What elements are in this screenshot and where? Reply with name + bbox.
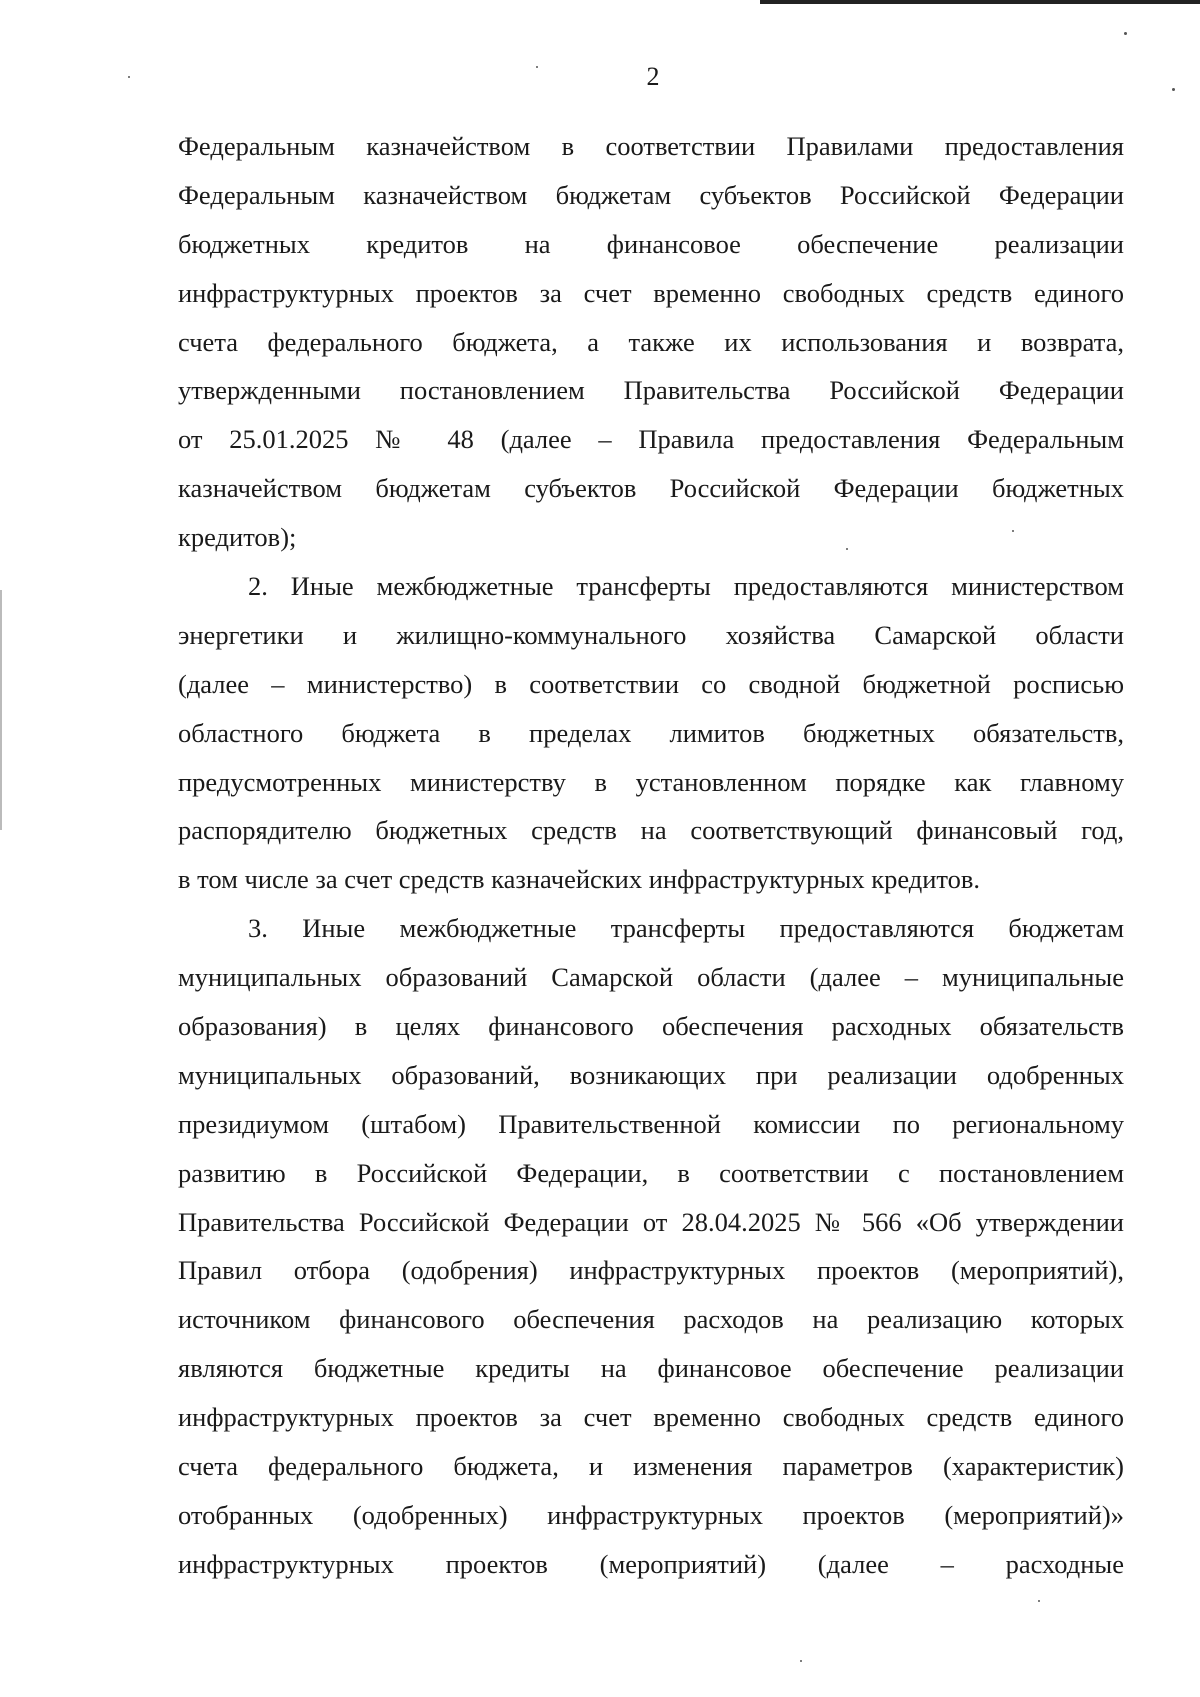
text-line: Федеральным казначейством бюджетам субъектов Российской Федерации: [178, 179, 1124, 210]
text-line: 2. Иные межбюджетные трансферты предоставляются министерством: [248, 571, 1124, 602]
page-number: 2: [646, 62, 660, 91]
scan-speck: [536, 66, 538, 68]
text-line: распорядителю бюджетных средств на соответствующий финансовый год,: [178, 815, 1124, 846]
text-line: муниципальных образований Самарской области (далее – муниципальные: [178, 962, 1124, 993]
text-line: президиумом (штабом) Правительственной комиссии по региональному: [178, 1108, 1124, 1139]
text-line: источником финансового обеспечения расходов на реализацию которых: [178, 1304, 1124, 1335]
scan-left-edge: [0, 590, 2, 830]
text-line: от 25.01.2025 № 48 (далее – Правила предоставления Федеральным: [178, 424, 1124, 455]
text-line: инфраструктурных проектов за счет временно свободных средств единого: [178, 277, 1124, 308]
text-line: утвержденными постановлением Правительства Российской Федерации: [178, 375, 1124, 406]
text-line: предусмотренных министерству в установленном порядке как главному: [178, 766, 1124, 797]
text-line: областного бюджета в пределах лимитов бюджетных обязательств,: [178, 717, 1124, 748]
scan-speck: [846, 548, 848, 550]
text-line: энергетики и жилищно-коммунального хозяйства Самарской области: [178, 619, 1124, 650]
text-line: (далее – министерство) в соответствии со сводной бюджетной росписью: [178, 668, 1124, 699]
text-line: Правительства Российской Федерации от 28.04.2025 № 566 «Об утверждении: [178, 1206, 1124, 1237]
scan-speck: [1124, 32, 1127, 35]
text-line: являются бюджетные кредиты на финансовое обеспечение реализации: [178, 1353, 1124, 1384]
scan-speck: [1012, 530, 1014, 532]
text-line: развитию в Российской Федерации, в соответствии с постановлением: [178, 1157, 1124, 1188]
scan-speck: [800, 1660, 802, 1662]
text-line: казначейством бюджетам субъектов Российской Федерации бюджетных: [178, 473, 1124, 504]
scan-speck: [1038, 1600, 1040, 1602]
text-line: бюджетных кредитов на финансовое обеспечение реализации: [178, 228, 1124, 259]
text-line: 3. Иные межбюджетные трансферты предоставляются бюджетам: [248, 913, 1124, 944]
text-line: в том числе за счет средств казначейских инфраструктурных кредитов.: [178, 864, 981, 895]
scan-speck: [1172, 88, 1175, 91]
text-line: кредитов);: [178, 522, 297, 553]
document-body: [178, 122, 1124, 1589]
scan-top-edge: [760, 0, 1200, 4]
text-line: инфраструктурных проектов за счет временно свободных средств единого: [178, 1402, 1124, 1433]
text-line: отобранных (одобренных) инфраструктурных проектов (мероприятий)»: [178, 1499, 1124, 1530]
text-line: образования) в целях финансового обеспечения расходных обязательств: [178, 1011, 1124, 1042]
text-line: муниципальных образований, возникающих при реализации одобренных: [178, 1059, 1124, 1090]
text-line: инфраструктурных проектов (мероприятий) (далее – расходные: [178, 1548, 1124, 1579]
text-line: Правил отбора (одобрения) инфраструктурных проектов (мероприятий),: [178, 1255, 1124, 1286]
text-line: Федеральным казначейством в соответствии Правилами предоставления: [178, 131, 1124, 161]
text-line: счета федерального бюджета, а также их использования и возврата,: [178, 326, 1124, 357]
scan-speck: [128, 76, 130, 78]
text-line: счета федерального бюджета, и изменения параметров (характеристик): [178, 1451, 1124, 1482]
